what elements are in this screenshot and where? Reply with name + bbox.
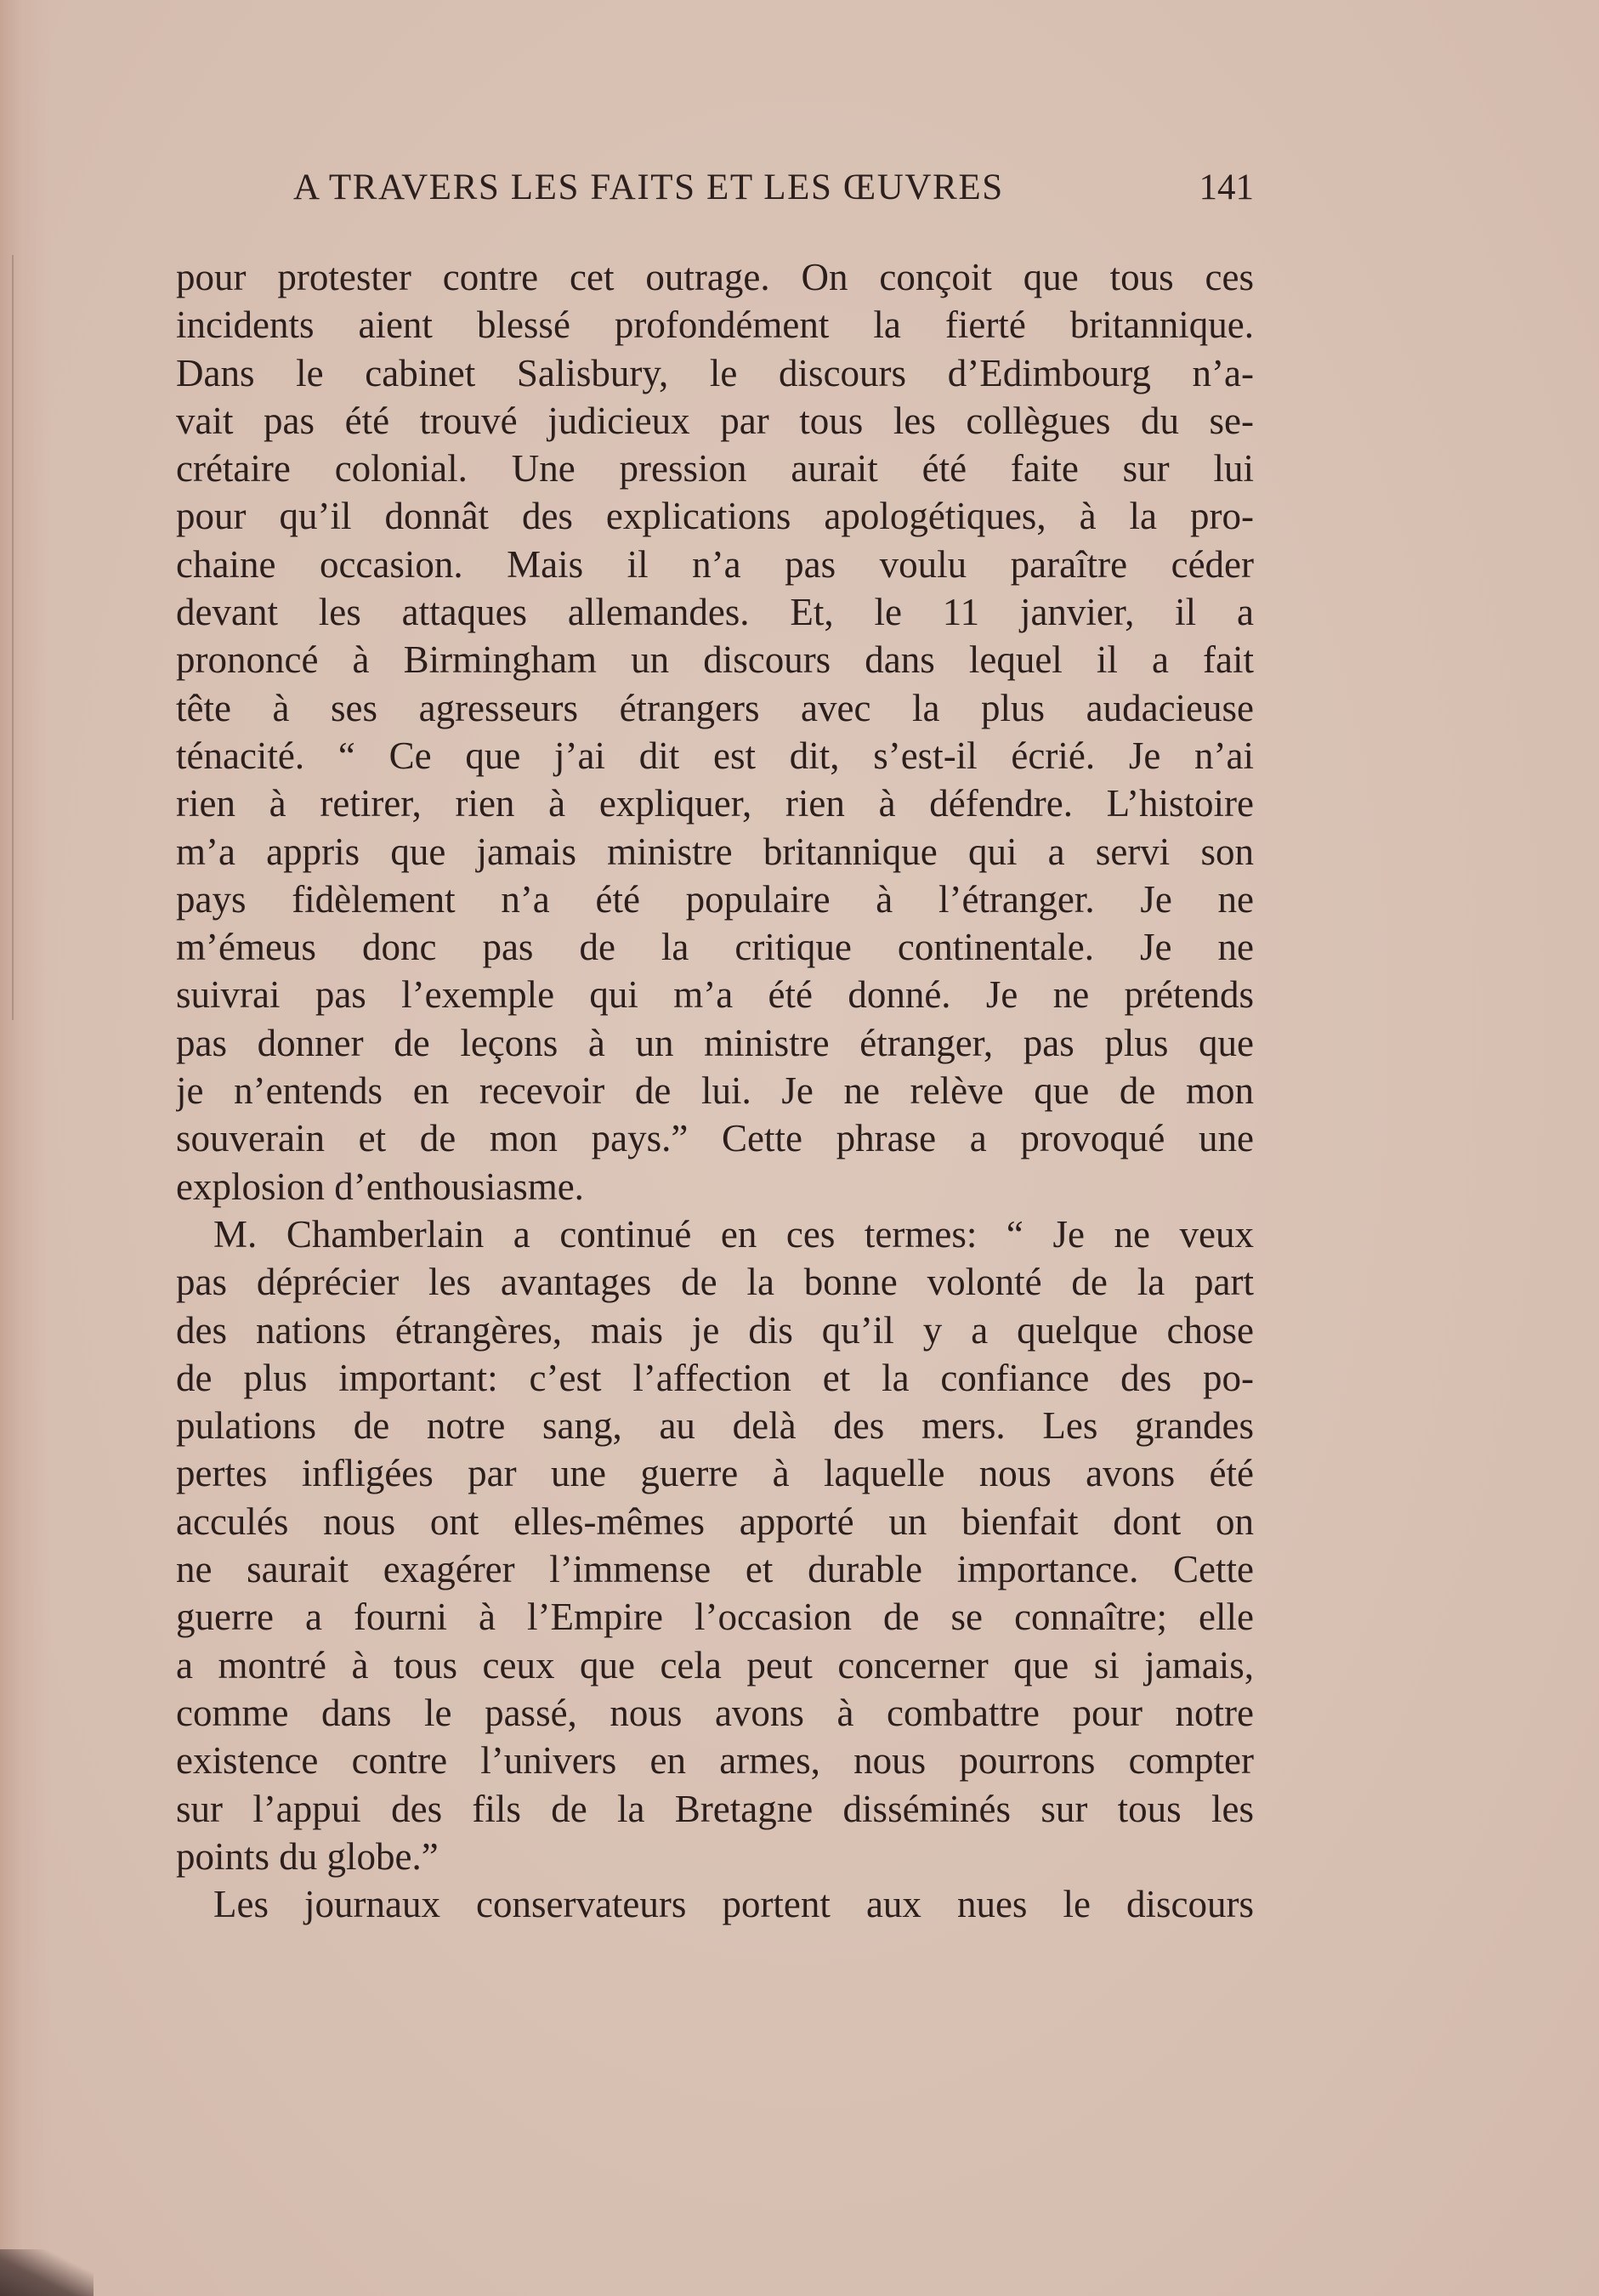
text-line: ténacité. “ Ce que j’ai dit est dit, s’est-il écrié. Je n’ai — [176, 734, 1254, 777]
text-line: souverain et de mon pays.” Cette phrase a provoqué une — [176, 1117, 1254, 1160]
text-line: pas donner de leçons à un ministre étranger, pas plus que — [176, 1021, 1254, 1064]
text-line: points du globe.” — [176, 1834, 439, 1878]
text-line: devant les attaques allemandes. Et, le 11 janvier, il a — [176, 591, 1254, 634]
text-line: pulations de notre sang, au delà des mers. Les grandes — [176, 1404, 1254, 1448]
text-line: crétaire colonial. Une pression aurait été faite sur lui — [176, 447, 1254, 490]
text-line: ne saurait exagérer l’immense et durable importance. Cette — [176, 1548, 1254, 1591]
text-line: tête à ses agresseurs étrangers avec la plus audacieuse — [176, 686, 1254, 729]
running-title: A TRAVERS LES FAITS ET LES ŒUVRES — [293, 167, 1004, 207]
text-line: m’émeus donc pas de la critique continentale. Je ne — [176, 926, 1254, 969]
text-line: Dans le cabinet Salisbury, le discours d’Edimbourg n’a- — [176, 351, 1254, 394]
text-line: incidents aient blessé profondément la fierté britannique. — [176, 303, 1254, 347]
text-line: pas déprécier les avantages de la bonne volonté de la part — [176, 1261, 1254, 1304]
text-line: Les journaux conservateurs portent aux nues le discours — [213, 1883, 1254, 1926]
page-header — [293, 167, 1254, 218]
text-line: de plus important: c’est l’affection et la confiance des po- — [176, 1356, 1254, 1399]
text-line: existence contre l’univers en armes, nous pourrons compter — [176, 1739, 1254, 1783]
text-line: prononcé à Birmingham un discours dans lequel il a fait — [176, 638, 1254, 682]
text-line: des nations étrangères, mais je dis qu’il y a quelque chose — [176, 1308, 1254, 1352]
page-gutter-shadow — [0, 0, 51, 2296]
text-line: m’a appris que jamais ministre britannique qui a servi son — [176, 830, 1254, 873]
page-number: 141 — [1199, 167, 1254, 207]
text-line: vait pas été trouvé judicieux par tous les collègues du se- — [176, 399, 1254, 442]
page-edge-line — [12, 255, 14, 1020]
text-line: pertes infligées par une guerre à laquelle nous avons été — [176, 1452, 1254, 1495]
text-line: chaine occasion. Mais il n’a pas voulu paraître céder — [176, 542, 1254, 586]
text-line: rien à retirer, rien à expliquer, rien à défendre. L’histoire — [176, 782, 1254, 825]
body-text — [176, 253, 1254, 1928]
text-line: comme dans le passé, nous avons à combattre pour notre — [176, 1691, 1254, 1734]
text-line: guerre a fourni à l’Empire l’occasion de se connaître; elle — [176, 1596, 1254, 1639]
text-line: pays fidèlement n’a été populaire à l’étranger. Je ne — [176, 877, 1254, 921]
corner-shadow — [0, 2249, 94, 2296]
text-line: M. Chamberlain a continué en ces termes: “ Je ne veux — [213, 1212, 1254, 1256]
text-line: je n’entends en recevoir de lui. Je ne relève que de mon — [176, 1069, 1254, 1113]
text-line: pour qu’il donnât des explications apologétiques, à la pro- — [176, 495, 1254, 538]
text-line: explosion d’enthousiasme. — [176, 1165, 584, 1208]
text-line: suivrai pas l’exemple qui m’a été donné. Je ne prétends — [176, 973, 1254, 1017]
text-line: acculés nous ont elles-mêmes apporté un bienfait dont on — [176, 1499, 1254, 1543]
text-line: sur l’appui des fils de la Bretagne disséminés sur tous les — [176, 1787, 1254, 1830]
text-line: pour protester contre cet outrage. On conçoit que tous ces — [176, 256, 1254, 298]
text-line: a montré à tous ceux que cela peut concerner que si jamais, — [176, 1643, 1254, 1687]
